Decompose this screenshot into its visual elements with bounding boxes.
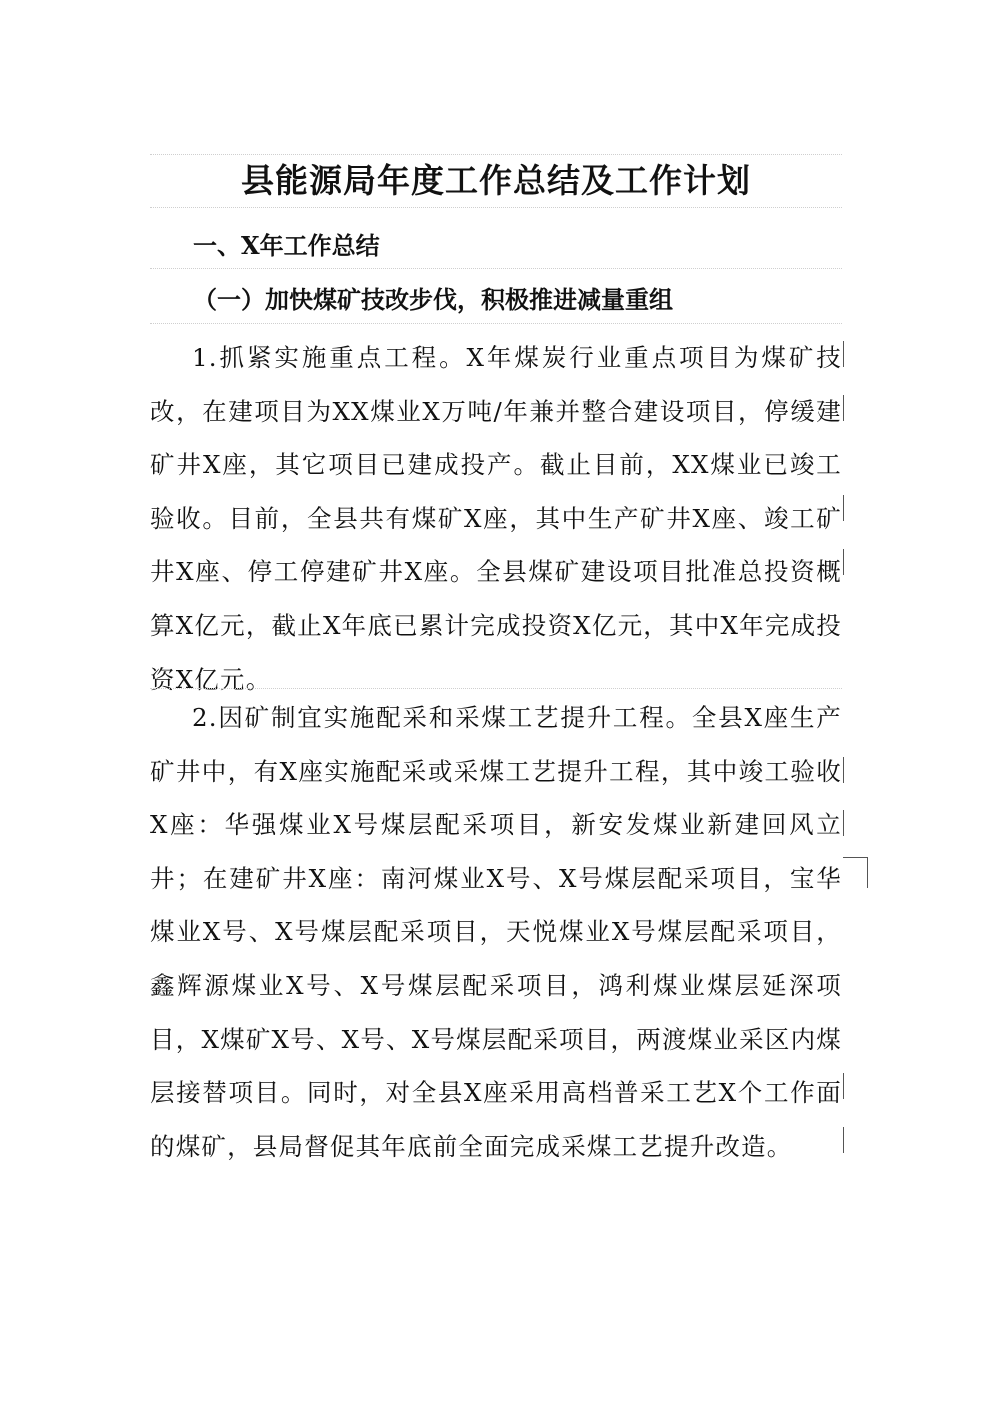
document-title: 县能源局年度工作总结及工作计划 (241, 161, 751, 200)
guide-line (150, 268, 842, 269)
subsection-heading: （一）加快煤矿技改步伐，积极推进减量重组 (193, 285, 673, 314)
margin-corner-mark (843, 857, 868, 888)
margin-mark (843, 1073, 844, 1099)
paragraph-2: 2.因矿制宜实施配采和采煤工艺提升工程。全县X座生产矿井中，有X座实施配采或采煤工艺提升工程，其中竣工验收X座：华强煤业X号煤层配采项目，新安发煤业新建回风立井；在建矿井X座：南河煤业X号、X号煤层配采项目，宝华煤业X号、X号煤层配采项目，天悦煤业X号煤层配采项目，鑫辉源煤业X号、X号煤层配采项目，鸿利煤业煤层延深项目，X煤矿X号、X号、X号煤层配采项目，两渡煤业采区内煤层接替项目。同时，对全县X座采用高档普采工艺X个工作面的煤矿，县局督促其年底前全面完成采煤工艺提升改造。 (150, 703, 842, 1161)
margin-mark (843, 495, 844, 521)
guide-line (150, 323, 842, 324)
margin-mark (843, 395, 844, 421)
margin-mark (843, 757, 844, 783)
section-heading: 一、X年工作总结 (193, 231, 380, 260)
guide-line (150, 207, 842, 208)
margin-mark (843, 341, 844, 367)
paragraph-1: 1.抓紧实施重点工程。X年煤炭行业重点项目为煤矿技改，在建项目为XX煤业X万吨/年兼并整合建设项目，停缓建矿井X座，其它项目已建成投产。截止目前，XX煤业已竣工验收。目前，全县共有煤矿X座，其中生产矿井X座、竣工矿井X座、停工停建矿井X座。全县煤矿建设项目批准总投资概算X亿元，截止X年底已累计完成投资X亿元，其中X年完成投资X亿元。 (150, 343, 842, 694)
guide-line (150, 688, 842, 689)
margin-mark (843, 810, 844, 836)
margin-mark (843, 1127, 844, 1153)
guide-line (150, 154, 842, 155)
margin-mark (843, 549, 844, 575)
